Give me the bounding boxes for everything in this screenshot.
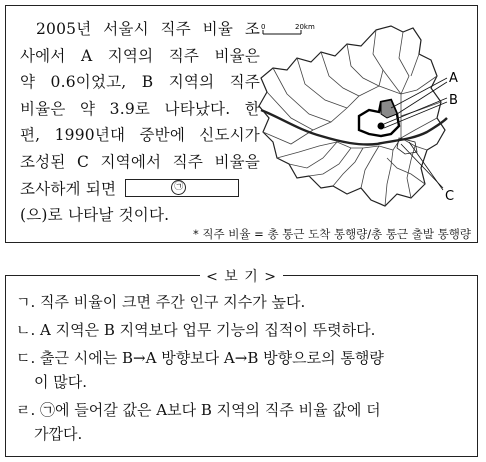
scale-start: 0 xyxy=(261,23,266,31)
passage-line: 약 0.6이었고, B 지역의 직주 xyxy=(20,73,260,92)
passage-line: (으)로 나타날 것이다. xyxy=(20,206,170,225)
passage-line: 조성된 C 지역에서 직주 비율을 xyxy=(20,152,260,171)
bogi-title-wrap xyxy=(6,266,477,286)
seoul-map xyxy=(251,18,476,218)
region-b-dot xyxy=(378,123,385,130)
seoul-boundary xyxy=(259,26,445,206)
blank-marker: ㉠ xyxy=(171,180,186,195)
bogi-items xyxy=(16,286,471,446)
answer-blank xyxy=(125,179,239,197)
passage-line: 사에서 A 지역의 직주 비율은 xyxy=(20,46,260,65)
bogi-item-4-cont: 가깝다. xyxy=(34,425,83,443)
passage-line xyxy=(20,176,260,203)
passage-text xyxy=(20,16,260,229)
bogi-item-2: ㄴ. A 지역은 B 지역보다 업무 기능의 집적이 뚜렷하다. xyxy=(16,321,376,339)
passage-line: 비율은 약 3.9로 나타났다. 한 xyxy=(20,99,260,118)
bogi-item-3: ㄷ. 출근 시에는 B→A 방향보다 A→B 방향으로의 통행량 xyxy=(16,349,384,367)
bogi-box xyxy=(5,269,478,457)
bogi-title: < 보 기 > xyxy=(200,269,283,285)
label-c: C xyxy=(445,189,455,204)
scale-end: 20km xyxy=(295,23,315,31)
passage-line-text: 조사하게 되면 xyxy=(20,179,117,198)
label-a: A xyxy=(449,71,458,86)
label-b: B xyxy=(449,93,458,108)
bogi-item-1: ㄱ. 직주 비율이 크면 주간 인구 지수가 높다. xyxy=(16,293,306,311)
footnote: * 직주 비율 = 총 통근 도착 통행량/총 통근 출발 통행량 xyxy=(193,227,471,241)
passage-line: 2005년 서울시 직주 비율 조 xyxy=(36,20,260,38)
bogi-item-3-cont: 이 많다. xyxy=(34,373,88,391)
scale-bar xyxy=(261,23,315,34)
passage-line: 편, 1990년대 중반에 신도시가 xyxy=(20,126,260,145)
bogi-item-4: ㄹ. ㉠에 들어갈 값은 A보다 B 지역의 직주 비율 값에 더 xyxy=(16,401,381,419)
passage-box xyxy=(5,5,478,243)
